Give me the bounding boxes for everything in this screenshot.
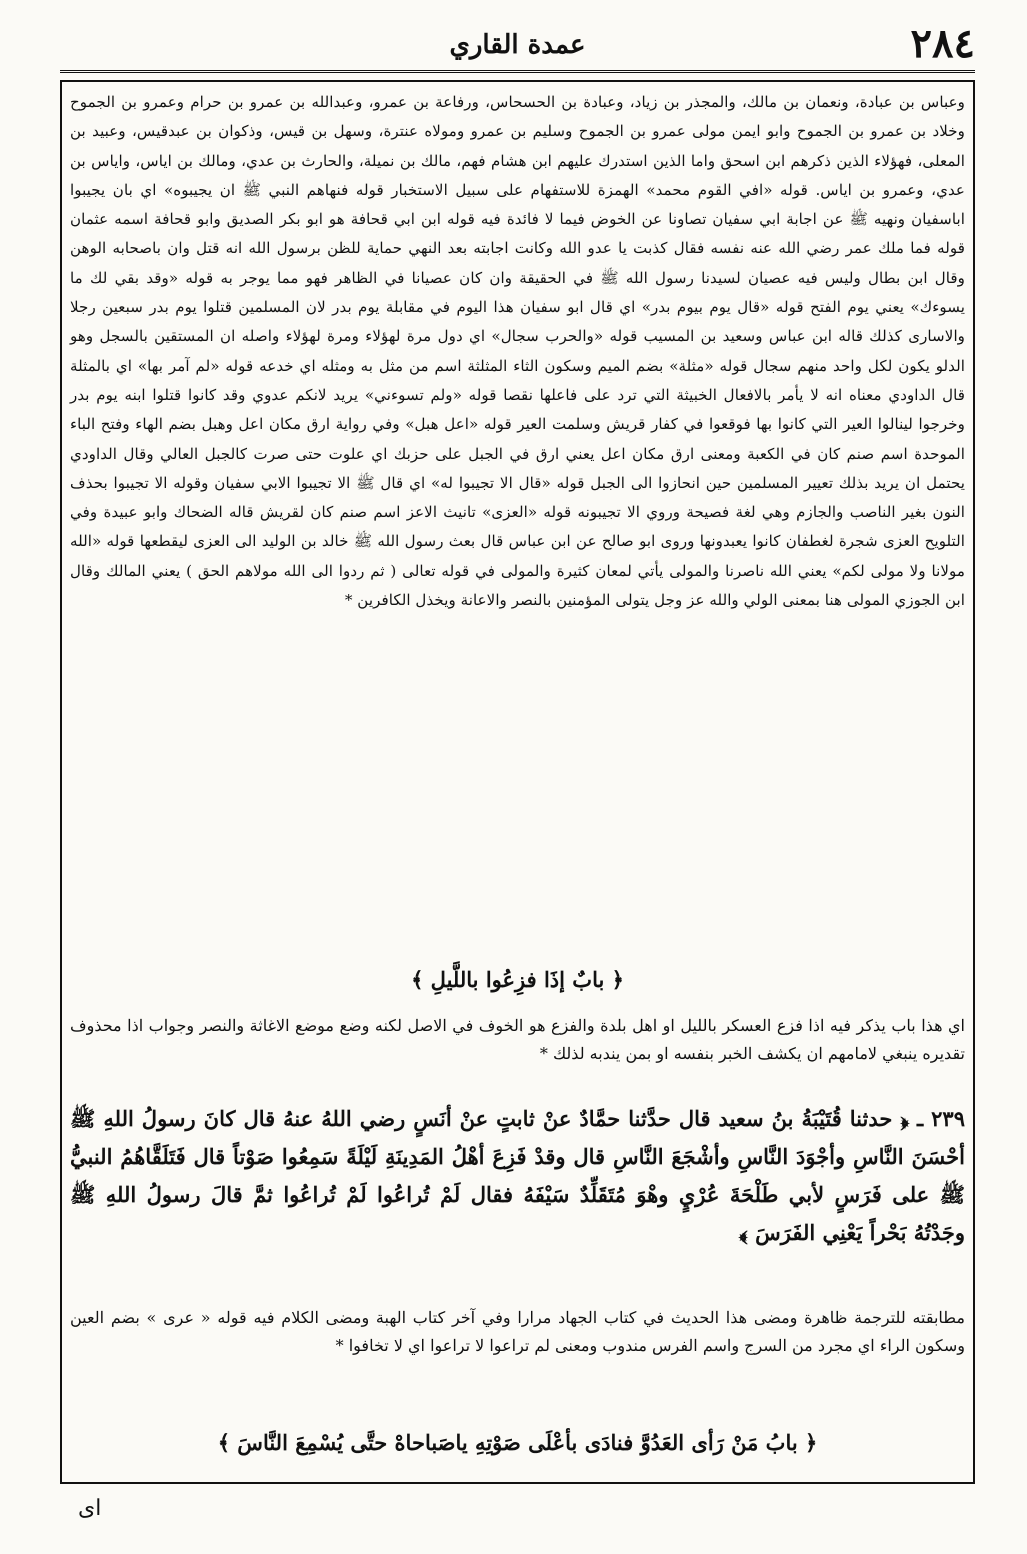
catchword: اى	[78, 1496, 102, 1521]
chapter-heading-2: ﴿ بابُ مَنْ رَأى العَدُوَّ فنادَى بأعْلَى صَوْتِهِ ياصَباحاهْ حتَّى يُسْمِعَ النَّاسَ ﴾	[217, 1430, 818, 1455]
running-title: عمدة القاري	[449, 30, 586, 60]
book-page	[60, 18, 975, 1538]
chapter-heading-1: ﴿ بابٌ إذَا فزِعُوا باللَّيلِ ﴾	[411, 967, 624, 992]
commentary-block: وعباس بن عبادة، ونعمان بن مالك، والمجذر بن زياد، وعبادة بن الحسحاس، ورفاعة بن عمرو، وعبدالله بن عمرو بن حرام وعمرو بن الجموح وخلاد بن عمرو بن الجموح وابو ايمن مولى عمرو بن الجموح وسليم بن عمرو ومولاه عنترة، وسهل بن قيس، وذكوان بن عبدقيس، وعبيد بن المعلى، فهؤلاء الذين ذكرهم ابن اسحق واما الذين استدرك عليهم ابن هشام فهم، مالك بن نميلة، والحارث بن عدي، ومالك بن اياس، واياس بن عدي، وعمرو بن اياس. قوله «افي القوم محمد» الهمزة للاستفهام على سبيل الاستخبار قوله فنهاهم النبي ﷺ ان يجيبوه» اي بان يجيبوا اباسفيان ونهيه ﷺ عن اجابة ابي سفيان تصاونا عن الخوض فيما لا فائدة فيه قوله ابن ابي قحافة هو ابو بكر الصديق وابو قحافة اسمه عثمان قوله فما ملك عمر رضي الله عنه نفسه فقال كذبت يا عدو الله وكانت اجابته بعد النهي حماية للظن برسول الله انه قتل وان باصحابه الوهن وقال ابن بطال وليس فيه عصيان لسيدنا رسول الله ﷺ في الحقيقة وان كان عصيانا في الظاهر فهو مما يوجر به قوله «وقد بقي لك ما يسوءك» يعني يوم الفتح قوله «قال يوم بيوم بدر» اي قال ابو سفيان هذا اليوم في مقابلة يوم بدر لان المسلمين قتلوا يوم بدر سبعين رجلا والاسارى كذلك قاله ابن عباس وسعيد بن المسيب قوله «والحرب سجال» اي دول مرة لهؤلاء ومرة لهؤلاء واصله ان المستقين بالسجل وهو الدلو يكون لكل واحد منهم سجال قوله «مثلة» بضم الميم وسكون الثاء المثلثة اسم من مثل به ومثله اي خدعه قوله «لم آمر بها» اي بالمثلة قال الداودي معناه انه لا يأمر بالافعال الخبيثة التي ترد على فاعلها نقصا قوله «ولم تسوءني» يريد لانكم عدوي وقد كانوا قتلوا ابنه يوم بدر وخرجوا لينالوا العير التي كانوا بها فوقعوا في كفار قريش وسلمت العير قوله «اعل هبل» وفي رواية ارق مكان اعل وهبل بضم الهاء وفتح الباء الموحدة اسم صنم كان في الكعبة ومعنى ارق مكان اعل يعني ارق في الجبل على حزبك اي علوت حتى صرت كالجبل العالي وقال الداودي يحتمل ان يريد بذلك تعيير المسلمين حين انحازوا الى الجبل قوله «قال الا تجيبوا له» اي قال ﷺ الا تجيبوا الابي سفيان وقوله الا تجيبوا بحذف النون بغير الناصب والجازم وهي لغة فصيحة وروي الا تجيبونه قوله «العزى» تانيث الاعز اسم صنم كان لقريش قاله الضحاك وابو عبيدة وفي التلويح العزى شجرة لغطفان كانوا يعبدونها وروى ابو صالح عن ابن عباس قال بعث رسول الله ﷺ خالد بن الوليد الى العزى ليقطعها قوله «الله مولانا ولا مولى لكم» يعني الله ناصرنا والمولى يأتي لمعان كثيرة والمولى في قوله تعالى ( ثم ردوا الى الله مولاهم الحق ) يعني المالك وقال ابن الجوزي المولى هنا بمعنى الولي والله عز وجل يتولى المؤمنين بالنصر والاعانة ويخذل الكافرين *	[70, 93, 965, 610]
page-number: ٢٨٤	[910, 20, 975, 67]
chapter-explanation: اي هذا باب يذكر فيه اذا فزع العسكر بالليل او اهل بلدة والفزع هو الخوف في الاصل لكنه وضع موضع الاغاثة والنصر وجواب اذا محذوف تقديره ينبغي لامامهم ان يكشف الخبر بنفسه او بمن يندبه لذلك *	[70, 1016, 965, 1063]
page-header	[60, 18, 975, 73]
text-frame	[60, 80, 975, 1484]
hadith-text: ٢٣٩ ـ ﴿ حدثنا قُتَيْبَةُ بنُ سعيد قال حدَّثنا حمَّادٌ عنْ ثابتٍ عنْ أنَسٍ رضي اللهُ عنهُ قال كانَ رسولُ اللهِ ﷺ أحْسَنَ النَّاسِ وأجْوَدَ النَّاسِ وأشْجَعَ النَّاسِ قال وقدْ فَزِعَ أهْلُ المَدِينَةِ لَيْلَةً سَمِعُوا صَوْتاً قال فَتَلَقَّاهُمُ النبيُّ ﷺ على فَرَسٍ لأبي طَلْحَةَ عُرْيٍ وهْوَ مُتَقَلِّدٌ سَيْفَهُ فقال لَمْ تُراعُوا لَمْ تُراعُوا ثمَّ قالَ رسولُ اللهِ ﷺ وجَدْتُهُ بَحْراً يَعْنِي الفَرَسَ ﴾	[70, 1106, 965, 1245]
hadith-commentary: مطابقته للترجمة ظاهرة ومضى هذا الحديث في كتاب الجهاد مرارا وفي آخر كتاب الهبة ومضى الكلام فيه قوله « عرى » بضم العين وسكون الراء اي مجرد من السرج واسم الفرس مندوب ومعنى لم تراعوا لا تراعوا اي لا تخافوا *	[70, 1308, 965, 1355]
